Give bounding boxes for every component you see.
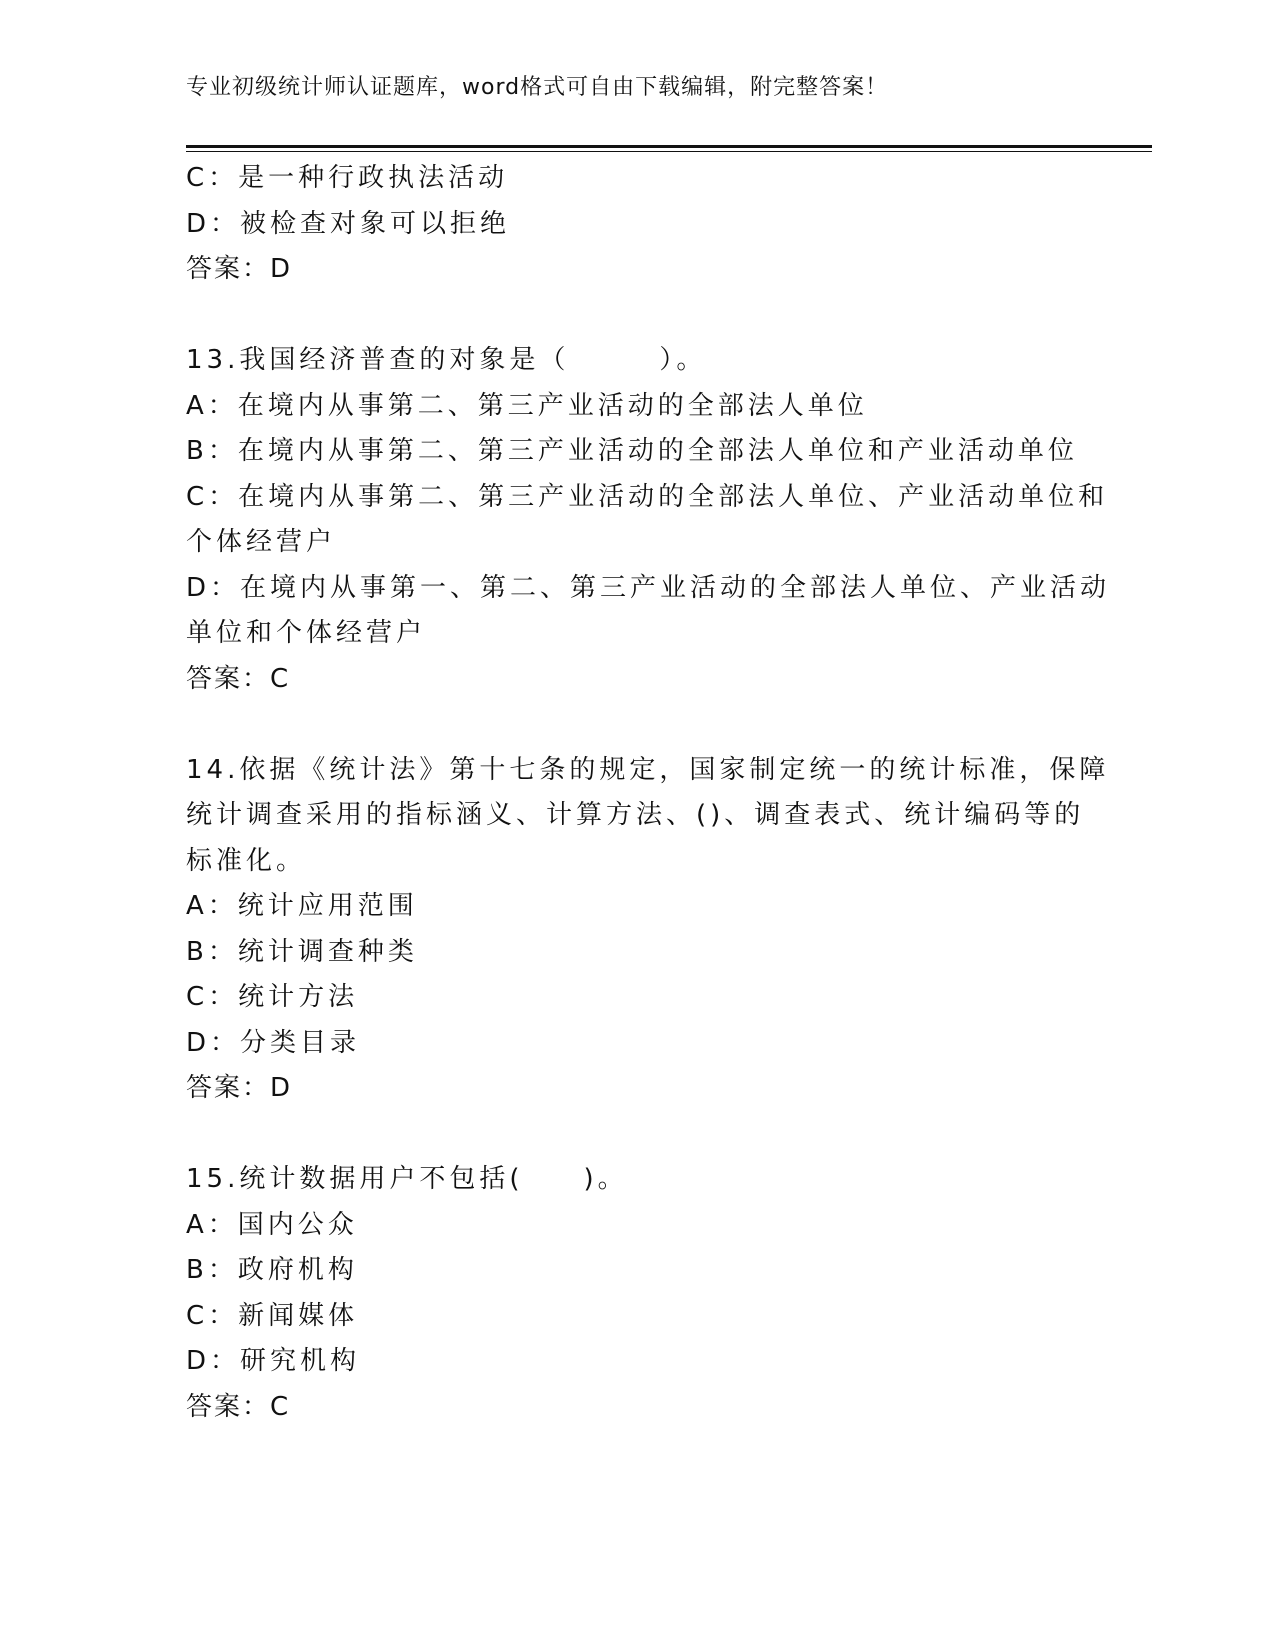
question-block-13: [186, 338, 1111, 702]
option-a: A：统计应用范围: [186, 891, 418, 921]
option-c: C：新闻媒体: [186, 1300, 359, 1331]
option-c: C：统计方法: [186, 982, 359, 1012]
option-c-continued: 个体经营户: [186, 527, 337, 557]
question-block-15: [186, 1157, 1086, 1430]
option-d: D：研究机构: [186, 1346, 361, 1376]
option-b: B：政府机构: [186, 1255, 358, 1285]
question-block-14: [186, 748, 1110, 1112]
option-c: C：在境内从事第二、第三产业活动的全部法人单位、产业活动单位和: [186, 481, 1109, 512]
answer: 答案：D: [186, 254, 293, 284]
answer: 答案：C: [186, 1391, 291, 1422]
spacer: [186, 702, 1086, 748]
option-d: D：被检查对象可以拒绝: [186, 208, 511, 239]
header-rule-thin: [186, 151, 1152, 152]
header-rule-thick: [186, 145, 1152, 148]
page-header: 专业初级统计师认证题库，word格式可自由下载编辑，附完整答案！: [186, 75, 889, 100]
option-d: D：在境内从事第一、第二、第三产业活动的全部法人单位、产业活动: [186, 572, 1111, 603]
answer: 答案：D: [186, 1073, 293, 1103]
option-c: C：是一种行政执法活动: [186, 163, 509, 193]
question-block-12: [186, 156, 1086, 293]
question-stem: 14.依据《统计法》第十七条的规定，国家制定统一的统计标准，保障: [186, 754, 1110, 785]
question-stem: 15.统计数据用户不包括( )。: [186, 1164, 628, 1194]
question-content: [186, 156, 1111, 1430]
question-stem-continued: 统计调查采用的指标涵义、计算方法、()、调查表式、统计编码等的: [186, 800, 1085, 830]
option-d: D：分类目录: [186, 1027, 361, 1058]
spacer: [186, 293, 1086, 339]
option-b: B：在境内从事第二、第三产业活动的全部法人单位和产业活动单位: [186, 436, 1078, 466]
question-stem: 13.我国经济普查的对象是（ ）。: [186, 345, 707, 375]
spacer: [186, 1112, 1086, 1158]
answer: 答案：C: [186, 663, 291, 694]
option-a: A：在境内从事第二、第三产业活动的全部法人单位: [186, 390, 868, 421]
option-b: B：统计调查种类: [186, 936, 418, 967]
option-d-continued: 单位和个体经营户: [186, 618, 427, 648]
option-a: A：国内公众: [186, 1209, 358, 1240]
question-stem-continued: 标准化。: [186, 845, 307, 876]
